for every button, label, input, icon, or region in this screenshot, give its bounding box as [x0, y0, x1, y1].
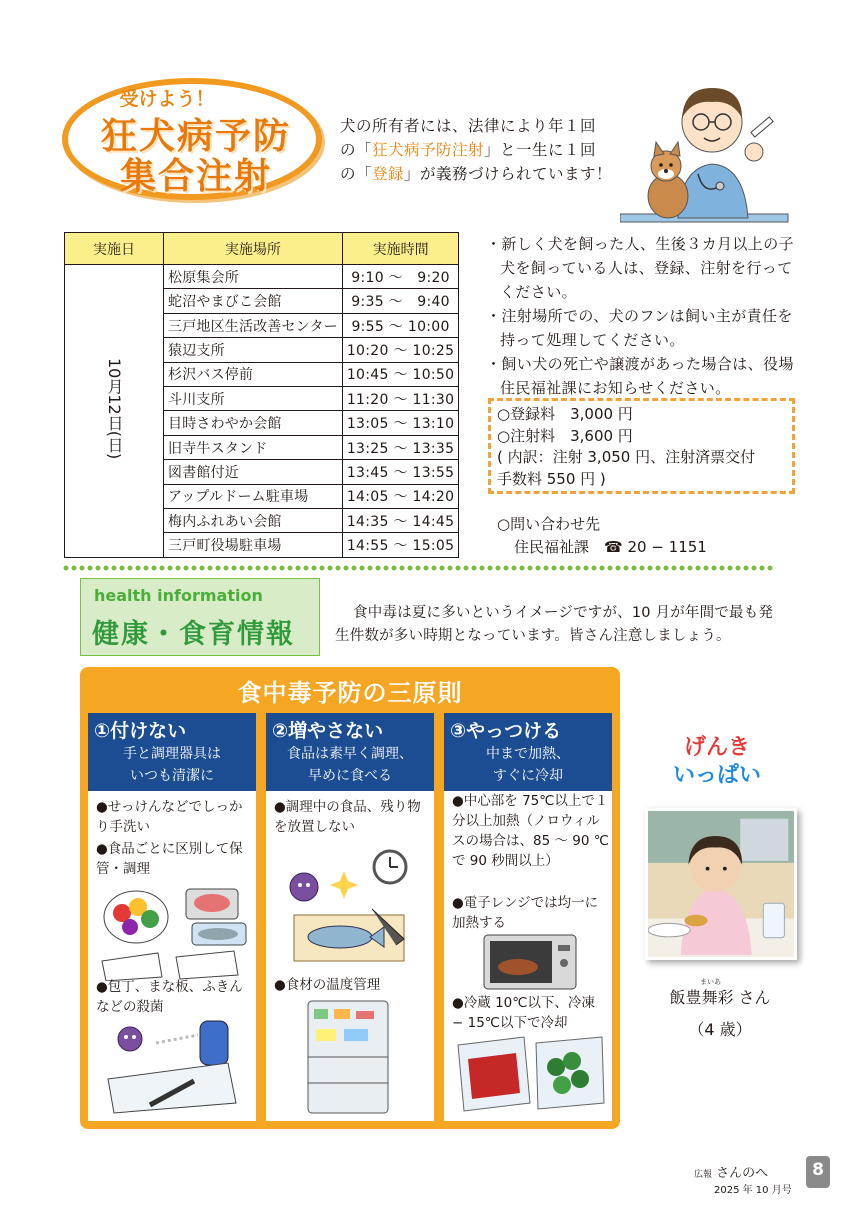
- inquiry-block: [497, 513, 797, 559]
- place-cell: 梅内ふれあい会館: [164, 509, 343, 533]
- fee-registration: ○登録料 3,000 円: [497, 405, 633, 423]
- bacteria-fish-clock-illustration: [274, 837, 430, 967]
- time-cell: 10:45 ～ 10:50: [342, 362, 459, 386]
- place-cell: 杉沢バス停前: [164, 362, 343, 386]
- highlight-vaccination: 狂犬病予防注射: [372, 141, 485, 159]
- child-name: 飯豊舞彩 さん: [669, 988, 771, 1007]
- time-cell: 14:55 ～ 15:05: [342, 533, 459, 558]
- list-item: ・注射場所での、犬のフンは飼い主が責任を持って処理してください。: [486, 307, 793, 349]
- badge-title-line2: 集合注射: [119, 156, 272, 197]
- principle-bullet: ●包丁、まな板、ふきんなどの殺菌: [96, 979, 243, 1015]
- principle-desc: 早めに食べる: [308, 768, 392, 784]
- date-cell: [65, 265, 164, 558]
- place-cell: 猿辺支所: [164, 338, 343, 362]
- place-cell: 三戸地区生活改善センター: [164, 313, 343, 337]
- food-poisoning-title: 食中毒予防の三原則: [237, 679, 463, 707]
- place-cell: 三戸町役場駐車場: [164, 533, 343, 558]
- microwave-illustration: [482, 933, 578, 991]
- list-item: ・新しく犬を飼った人、生後３カ月以上の子犬を飼っている人は、登録、注射を行ってください。: [486, 235, 795, 301]
- genki-label: [662, 734, 772, 790]
- principle-column-1: [88, 713, 256, 1121]
- place-cell: アップルドーム駐車場: [164, 484, 343, 508]
- child-age: （4 歳）: [688, 1020, 752, 1039]
- principle-bullet: ●食材の温度管理: [274, 977, 381, 993]
- place-cell: 図書館付近: [164, 460, 343, 484]
- principle-desc: いつも清潔に: [130, 768, 214, 784]
- header-place: 実施場所: [164, 233, 343, 265]
- table-row: [65, 265, 459, 289]
- time-cell: 13:05 ～ 13:10: [342, 411, 459, 435]
- child-photo: [645, 808, 797, 960]
- principle-header: [444, 713, 612, 791]
- magazine-prefix: 広報: [694, 1170, 713, 1180]
- time-cell: 13:45 ～ 13:55: [342, 460, 459, 484]
- header-time: 実施時間: [342, 233, 459, 265]
- fee-box: [488, 398, 795, 494]
- principle-heading: ①付けない: [94, 720, 187, 742]
- time-cell: 13:25 ～ 13:35: [342, 435, 459, 459]
- place-cell: 目時さわやか会館: [164, 411, 343, 435]
- health-info-en: health information: [94, 586, 263, 605]
- fee-breakdown-cont: 手数料 550 円 ): [497, 469, 606, 488]
- time-cell: 9:55 ～ 10:00: [342, 313, 459, 337]
- place-cell: 蛇沼やまびこ会館: [164, 289, 343, 313]
- principle-bullet: ●食品ごとに区別して保管・調理: [96, 841, 243, 877]
- health-info-title: 健康・食育情報: [92, 619, 295, 650]
- fee-breakdown: ( 内訳：注射 3,050 円、注射済票交付: [497, 448, 756, 466]
- principle-bullet: ●電子レンジでは均一に加熱する: [452, 895, 599, 931]
- sanitize-illustration: [96, 1019, 252, 1117]
- principle-bullet: ●せっけんなどでしっかり手洗い: [96, 799, 243, 835]
- list-item: ・飼い犬の死亡や譲渡があった場合は、役場住民福祉課にお知らせください。: [486, 355, 794, 397]
- intro-line: の「登録」が義務づけられています！: [340, 165, 613, 183]
- food-and-boards-illustration: [96, 881, 252, 981]
- principle-column-2: [266, 713, 434, 1121]
- magazine-name: [694, 1162, 768, 1181]
- principle-heading: ③やっつける: [450, 720, 562, 742]
- rabies-notes-list: [482, 232, 802, 400]
- time-cell: 10:20 ～ 10:25: [342, 338, 459, 362]
- badge-title-line1: 狂犬病予防: [100, 116, 291, 157]
- principle-header: [266, 713, 434, 791]
- principle-header: [88, 713, 256, 791]
- table-header-row: [65, 233, 459, 265]
- rabies-intro: [340, 114, 640, 186]
- principle-desc: すぐに冷却: [493, 768, 563, 784]
- principle-bullet: ●中心部を 75℃以上で１分以上加熱（ノロウィルスの場合は、85 ～ 90 ℃ で 90 秒間以上）: [452, 793, 609, 869]
- fee-injection: ○注射料 3,600 円: [497, 426, 633, 445]
- genki-label-line1: げんき: [683, 735, 750, 760]
- intro-line: 犬の所有者には、法律により年１回: [340, 117, 597, 135]
- genki-label-line2: いっぱい: [672, 763, 761, 788]
- principle-desc: 食品は素早く調理、: [287, 746, 413, 762]
- health-intro-text: 食中毒は夏に多いというイメージですが、10 月が年間で最も発生件数が多い時期となっています。皆さん注意しましょう。: [335, 605, 774, 644]
- principle-heading: ②増やさない: [272, 720, 384, 742]
- highlight-registration: 登録: [372, 165, 405, 183]
- page-number: 8: [806, 1156, 830, 1188]
- principle-desc: 手と調理器具は: [123, 746, 221, 762]
- issue-date: 2025 年 10 月号: [714, 1185, 792, 1196]
- vet-with-dog-illustration: [620, 78, 790, 228]
- inquiry-dept: 住民福祉課 ☎ 20 − 1151: [514, 538, 707, 556]
- principle-column-3: [444, 713, 612, 1121]
- dotted-separator: [62, 565, 774, 571]
- frozen-food-illustration: [452, 1033, 608, 1117]
- refrigerator-illustration: [304, 999, 394, 1117]
- badge-subtitle: 受けよう！: [119, 88, 215, 110]
- time-cell: 14:35 ～ 14:45: [342, 509, 459, 533]
- place-cell: 斗川支所: [164, 387, 343, 411]
- place-cell: 旧寺牛スタンド: [164, 435, 343, 459]
- time-cell: 9:35 ～ 9:40: [342, 289, 459, 313]
- date-text: 10月12日(日): [105, 358, 124, 460]
- principle-desc: 中まで加熱、: [486, 746, 570, 762]
- time-cell: 14:05 ～ 14:20: [342, 484, 459, 508]
- header-date: 実施日: [65, 233, 164, 265]
- place-cell: 松原集会所: [164, 265, 343, 289]
- principle-bullet: ●調理中の食品、残り物を放置しない: [274, 799, 421, 835]
- intro-line: の「狂犬病予防注射」と一生に１回: [340, 141, 597, 159]
- principle-bullet: ●冷蔵 10℃以下、冷凍 − 15℃以下で冷却: [452, 995, 595, 1031]
- rabies-schedule-table: [64, 232, 459, 558]
- time-cell: 9:10 ～ 9:20: [342, 265, 459, 289]
- time-cell: 11:20 ～ 11:30: [342, 387, 459, 411]
- child-name-furigana: まいあ: [700, 978, 721, 986]
- inquiry-label: ○問い合わせ先: [497, 515, 601, 533]
- magazine-title: さんのへ: [716, 1166, 769, 1181]
